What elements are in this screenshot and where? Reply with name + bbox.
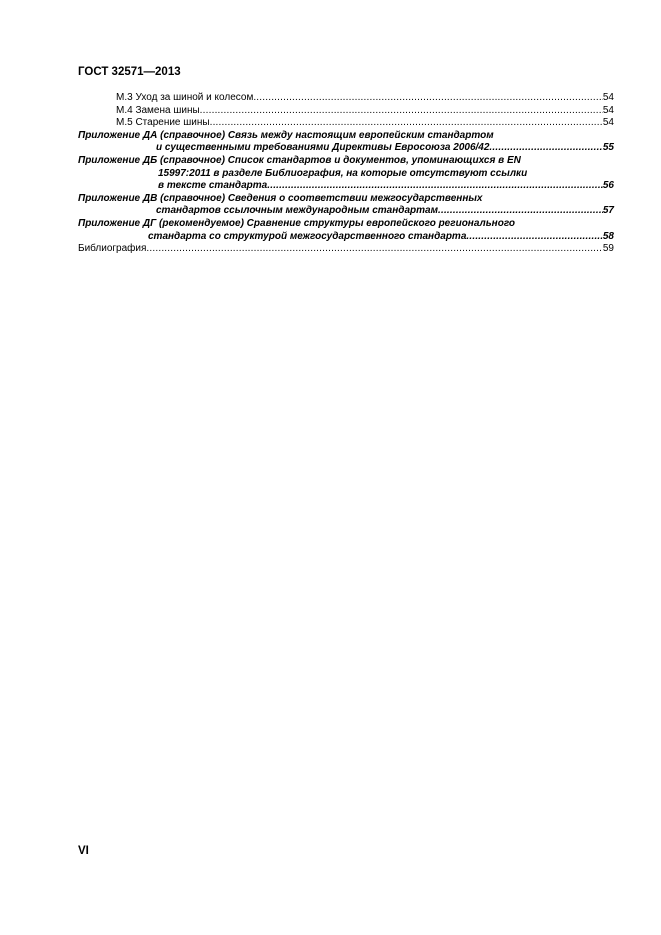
- toc-entry-title: М.5 Старение шины: [116, 117, 210, 129]
- toc-entry-da[interactable]: [78, 142, 614, 155]
- toc-entry-title: М.3 Уход за шиной и колесом: [116, 92, 254, 103]
- document-header: ГОСТ 32571—2013: [78, 66, 181, 78]
- toc-leader-dots: [489, 142, 602, 155]
- toc-page-number: 55: [602, 142, 614, 154]
- toc-entry-db-line1[interactable]: Приложение ДБ (справочное) Список стандартов и документов, упоминающихся в EN: [78, 154, 521, 166]
- toc-leader-dots: [146, 243, 602, 256]
- toc-leader-dots: [267, 180, 603, 193]
- toc-entry-title: стандарта со структурой межгосударственного стандарта: [148, 230, 467, 242]
- toc-entry-m4[interactable]: [78, 105, 614, 118]
- toc-entry-title: и существенными требованиями Директивы Евросоюза 2006/42: [156, 142, 490, 154]
- toc-leader-dots: [466, 231, 602, 244]
- toc-entry-dv[interactable]: [78, 205, 614, 218]
- toc-page-number: 59: [602, 243, 614, 255]
- page-number-roman: VI: [78, 845, 89, 857]
- toc-entry-m3[interactable]: [78, 92, 614, 105]
- toc-page-number: 54: [602, 117, 614, 129]
- toc-leader-dots: [438, 205, 603, 218]
- toc-page-number: 58: [602, 230, 614, 242]
- toc-entry-da-line1[interactable]: Приложение ДА (справочное) Связь между настоящим европейским стандартом: [78, 129, 494, 141]
- toc-entry-title: стандартов ссылочным международным стандартам: [156, 205, 438, 217]
- toc-leader-dots: [210, 117, 603, 130]
- table-of-contents: [78, 92, 614, 256]
- toc-entry-title: Библиография: [78, 243, 147, 255]
- toc-entry-db[interactable]: [78, 180, 614, 193]
- toc-page-number: 54: [602, 92, 614, 103]
- toc-page-number: 57: [602, 205, 614, 217]
- toc-entry-title: в тексте стандарта: [158, 180, 268, 192]
- toc-leader-dots: [200, 105, 603, 118]
- toc-page-number: 54: [602, 104, 614, 116]
- toc-leader-dots: [253, 92, 603, 105]
- toc-page-number: 56: [602, 180, 614, 192]
- toc-entry-m5[interactable]: [78, 117, 614, 130]
- toc-entry-dv-line1[interactable]: Приложение ДВ (справочное) Сведения о соответствии межгосударственных: [78, 192, 483, 204]
- toc-entry-db-line2[interactable]: 15997:2011 в разделе Библиография, на которые отсутствуют ссылки: [158, 167, 528, 179]
- toc-entry-title: М.4 Замена шины: [116, 104, 200, 116]
- toc-entry-dg[interactable]: [78, 231, 614, 244]
- toc-entry-bibliography[interactable]: [78, 243, 614, 256]
- toc-entry-dg-line1[interactable]: Приложение ДГ (рекомендуемое) Сравнение структуры европейского регионального: [78, 217, 516, 229]
